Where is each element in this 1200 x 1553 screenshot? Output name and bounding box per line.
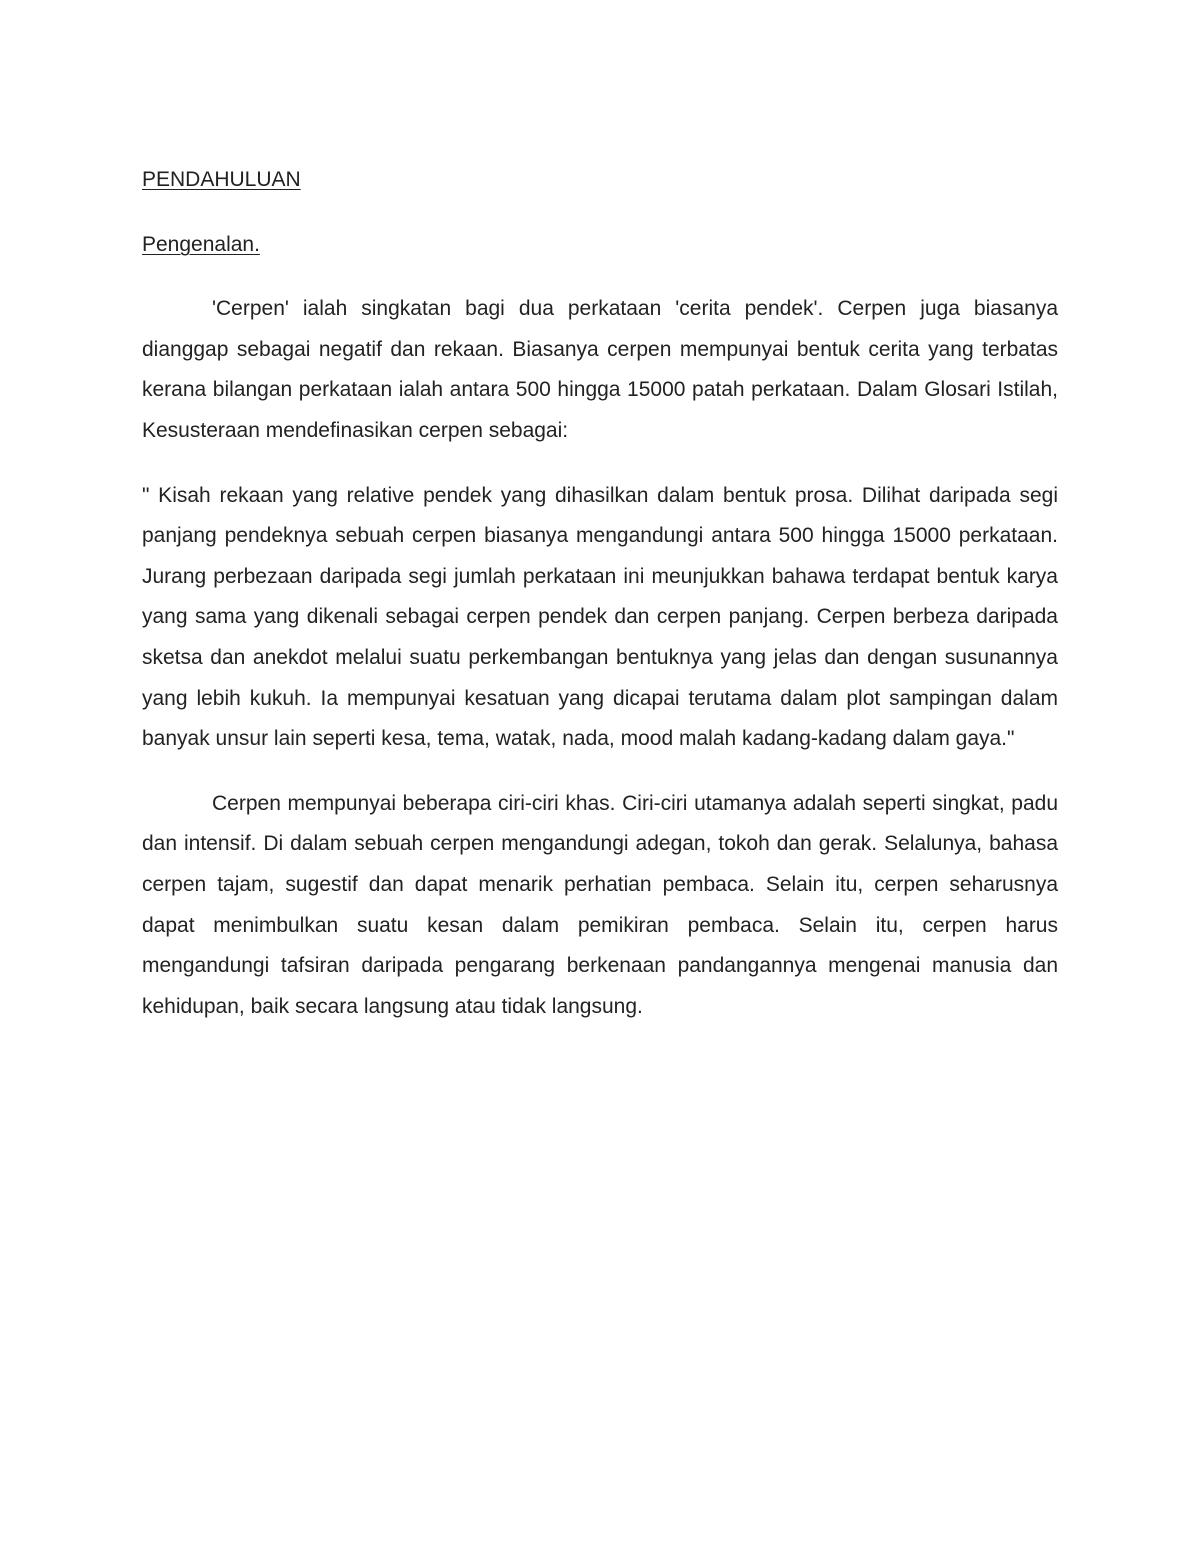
paragraph-quotation: " Kisah rekaan yang relative pendek yang dihasilkan dalam bentuk prosa. Dilihat daripada segi panjang pendeknya sebuah cerpen biasanya mengandungi antara 500 hingga 15000 perkataan. Jurang perbezaan daripada segi jumlah perkataan ini meunjukkan bahawa terdapat bentuk karya yang sama yang dikenali sebagai cerpen pendek dan cerpen panjang. Cerpen berbeza daripada sketsa dan anekdot melalui suatu perkembangan bentuknya yang jelas dan dengan susunannya yang lebih kukuh. Ia mempunyai kesatuan yang dicapai terutama dalam plot sampingan dalam banyak unsur lain seperti kesa, tema, watak, nada, mood malah kadang-kadang dalam gaya." bbox=[142, 483, 1058, 751]
paragraph-definition: 'Cerpen' ialah singkatan bagi dua perkataan 'cerita pendek'. Cerpen juga biasanya dianggap sebagai negatif dan rekaan. Biasanya cerpen mempunyai bentuk cerita yang terbatas kerana bilangan perkataan ialah antara 500 hingga 15000 patah perkataan. Dalam Glosari Istilah, Kesusteraan mendefinasikan cerpen sebagai: bbox=[142, 297, 1058, 442]
section-heading: Pengenalan. bbox=[142, 232, 260, 256]
paragraph-characteristics: Cerpen mempunyai beberapa ciri-ciri khas. Ciri-ciri utamanya adalah seperti singkat, padu dan intensif. Di dalam sebuah cerpen mengandungi adegan, tokoh dan gerak. Selalunya, bahasa cerpen tajam, sugestif dan dapat menarik perhatian pembaca. Selain itu, cerpen seharusnya dapat menimbulkan suatu kesan dalam pemikiran pembaca. Selain itu, cerpen harus mengandungi tafsiran daripada pengarang berkenaan pandangannya mengenai manusia dan kehidupan, baik secara langsung atau tidak langsung. bbox=[142, 791, 1058, 1018]
document-body bbox=[142, 160, 1058, 1027]
page-title: PENDAHULUAN bbox=[142, 168, 301, 191]
